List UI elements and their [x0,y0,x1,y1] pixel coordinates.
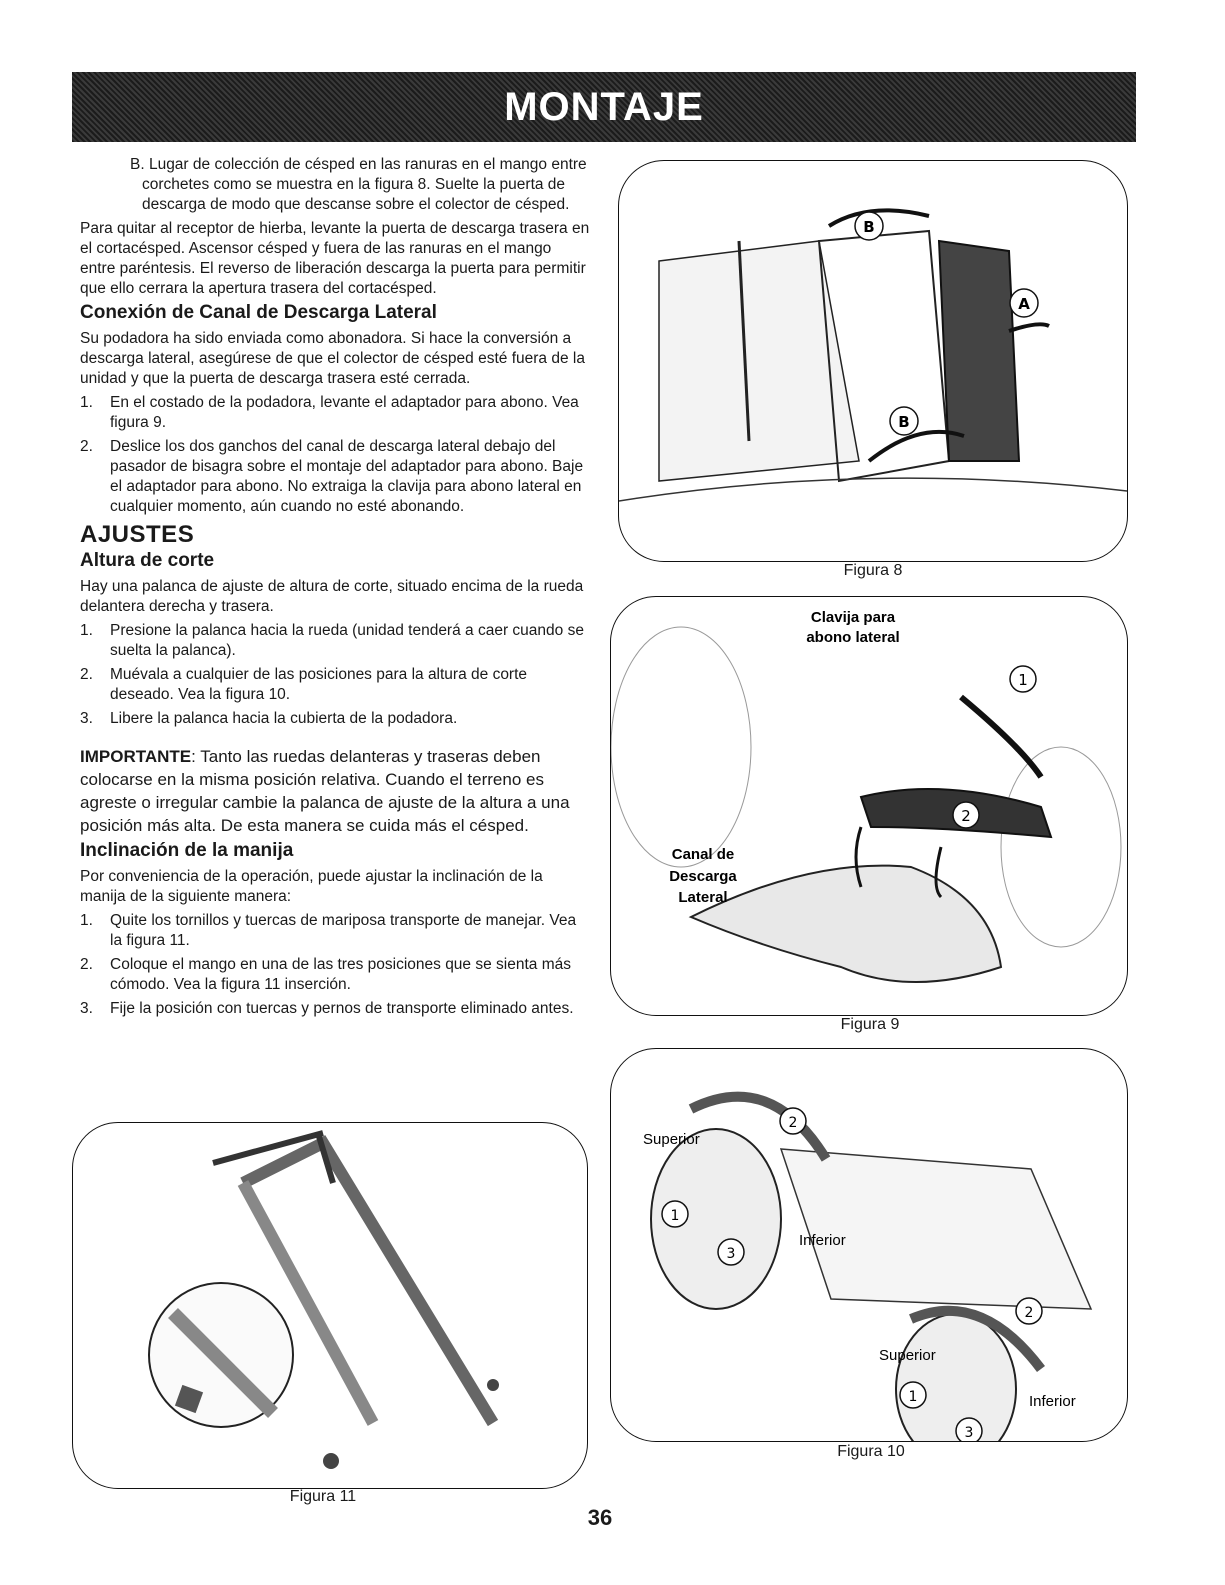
left-column [80,155,590,1023]
label-inferior-top: Inferior [799,1232,846,1249]
label-step-1-bottom: 1 [908,1389,918,1405]
label-step-1-top: 1 [670,1208,680,1224]
altura-steps [80,621,590,729]
list-item: 1. Presione la palanca hacia la rueda (unidad tenderá a caer cuando se suelta la palanca). [80,622,584,659]
caption-figure-10: Figura 10 [837,1443,905,1460]
heading-ajustes: AJUSTES [80,521,195,548]
handle-adjustment-illustration [73,1123,587,1488]
step-b: B. Lugar de colección de césped en las ranuras en el mango entre corchetes como se muestra en la figura 8. Suelte la puerta de descarga de modo que descanse sobre el colector de césped. [130,156,587,213]
cutting-height-illustration [611,1049,1127,1441]
manija-intro: Por conveniencia de la operación, puede ajustar la inclinación de la manija de la siguiente manera: [80,868,543,905]
list-item: 2. Muévala a cualquier de las posiciones para la altura de corte deseado. Vea la figura 10. [80,666,528,703]
side-steps [80,393,590,517]
figure-11 [72,1122,588,1489]
figure-10 [610,1048,1128,1442]
label-inferior-bottom: Inferior [1029,1393,1076,1410]
label-superior-top: Superior [643,1131,700,1148]
side-discharge-illustration [611,597,1127,1015]
label-step-3-top: 3 [726,1246,736,1262]
list-item: 1. Quite los tornillos y tuercas de mariposa transporte de manejar. Vea la figura 11. [80,912,577,949]
heading-side-discharge: Conexión de Canal de Descarga Lateral [80,302,437,323]
label-canal-line1: Canal de [671,846,735,863]
label-clavija-line2: abono lateral [806,629,900,646]
caption-figure-9: Figura 9 [840,1016,900,1033]
caption-figure-8: Figura 8 [843,562,903,579]
altura-intro: Hay una palanca de ajuste de altura de corte, situado encima de la rueda delantera derecha y trasera. [80,578,584,615]
page-title: MONTAJE [504,84,704,129]
label-superior-bottom: Superior [879,1347,936,1364]
figure-9 [610,596,1128,1016]
important-note: IMPORTANTE: Tanto las ruedas delanteras y traseras deben colocarse en la misma posición relativa. Cuando el terreno es agreste o irregular cambie la palanca de ajuste de la altura a una posición más alta. De esta manera se cuida más el césped. [80,747,570,835]
list-item: 2. Deslice los dos ganchos del canal de descarga lateral debajo del pasador de bisagra sobre el montaje del adaptador para abono. Baje el adaptador para abono. No extraiga la clavija para abono lateral en cualquier momento, aún cuando no esté abonando. [80,438,584,515]
label-canal-line3: Lateral [678,889,728,906]
list-item: 2. Coloque el mango en una de las tres posiciones que se sienta más cómodo. Vea la figura 11 inserción. [80,956,571,993]
side-intro: Su podadora ha sido enviada como abonadora. Si hace la conversión a descarga lateral, asegúrese de que el colector de césped esté fuera de la unidad y que la puerta de descarga trasera esté cerrada. [80,330,585,387]
paragraph-remove-catcher: Para quitar al receptor de hierba, levante la puerta de descarga trasera en el cortacésped. Ascensor césped y fuera de las ranuras en el mango entre paréntesis. El reverso de liberación descarga la puerta para permitir que ello cerrara la apertura trasera del cortacésped. [80,220,590,297]
label-clavija-line1: Clavija para [810,609,896,626]
manija-steps [80,911,590,1019]
list-item: 3. Fije la posición con tuercas y pernos de transporte eliminado antes. [80,1000,574,1017]
label-step-2-top: 2 [788,1115,798,1131]
heading-manija: Inclinación de la manija [80,840,294,861]
caption-figure-11: Figura 11 [289,1488,357,1505]
label-b-top: B [863,218,875,236]
list-item: 1. En el costado de la podadora, levante el adaptador para abono. Vea figura 9. [80,394,579,431]
page-number: 36 [587,1505,613,1530]
label-a: A [1018,295,1030,313]
label-step-1: 1 [1018,671,1028,689]
header-banner [72,72,1136,142]
list-item: 3. Libere la palanca hacia la cubierta de la podadora. [80,710,458,727]
heading-altura: Altura de corte [80,550,215,571]
label-canal-line2: Descarga [669,868,737,885]
label-step-2: 2 [961,807,971,825]
figure-8 [618,160,1128,562]
grass-catcher-illustration [619,161,1127,561]
label-step-3-bottom: 3 [964,1425,974,1441]
label-step-2-bottom: 2 [1024,1305,1034,1321]
label-b-bottom: B [898,413,910,431]
